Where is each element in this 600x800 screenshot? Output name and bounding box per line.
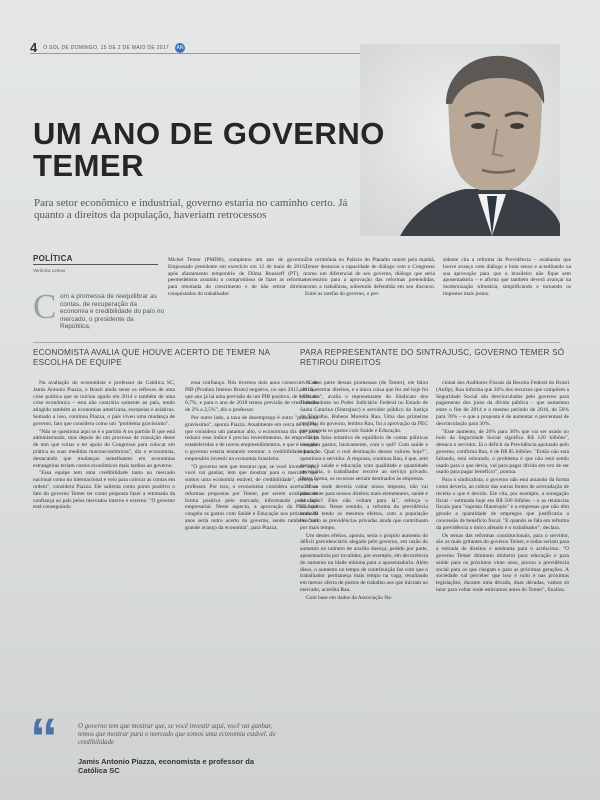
pull-quote-text: O governo tem que mostrar que, se você investir aqui, você vai ganhar, temos que mostrar para o mercado que somos uma economia estável, de credibilidade [78, 723, 276, 746]
body-column-4 [436, 380, 569, 595]
publication-badge: AN [176, 44, 184, 51]
paragraph: Com base em dados da Associação Na- [306, 594, 393, 601]
paragraph: Por outro lado, a taxa de desemprego é outro "problema gravíssimo", aponta Piazza. Atualmente em cerca de 13,7%, que considera um patamar alto, o economista diz que para reduzir esse índice é preciso investimentos, de empresas já estabelecidas e de novos empreendimentos, e que é isso que o governo estaria tentando retomar: a credibilidade para o empresário investir na economia brasileira. [185, 414, 318, 462]
top-column-b: Em cerimônia no Palácio do Planalto ontem pela manhã, Temer destacou a capacidade de diálogo com o Congresso como um diferencial de seu governo, diálogo que seria necessário para a aprovação das reformas pretendidas, como a trabalhista, sobretudo defendida em seu discurso. Entre as tarefas do governo, o pre- [305, 257, 435, 297]
body-column-2 [185, 380, 318, 533]
paragraph: Na avaliação do economista e professor da Católica SC, Jamis Antonio Piazza, o Brasil ainda sente os reflexos de uma crise política que se iniciou agudo em 2014 e também de uma crise econômica – esta não contrária somente ao país, tendo atingido também as economias americana, europeias e asiáticas. Somado a isso, continua Piazza, o país viveu uma mudança de governo, fato que considera como um "problema gravíssimo". [33, 380, 175, 427]
paragraph: cional dos Auditores Fiscais da Receita Federal do Brasil (Anfip), Rau informa que 26% dos recursos que compõem a Seguridade Social são desvinculados pelo governo para pagamento dos juros da dívida pública – que aumentou entre o fim de 2014 e o mesmo período de 2016, de 56% para 70% – e que a proposta é de aumentar o percentual de desvinculação para 30%. [436, 380, 569, 427]
byline: Verônica Lemus [33, 268, 66, 273]
top-column-a: Michel Temer (PMDB), completou um ano de governo. Empossado presidente em exercício em 12 de maio de 2016, após afastamento temporário de Dilma Rousseff (PT), o peemedebista assumiu o compromisso de fazer as reformas para retomada do crescimento e de não retirar direitos conquistados do trabalhador. [168, 257, 306, 297]
pull-quote-author: Jamis Antonio Piazza, economista e professor da Católica SC [78, 757, 255, 775]
subsection-heading-left: ECONOMISTA AVALIA QUE HOUVE ACERTO DE TEMER NA ESCOLHA DE EQUIPE [33, 348, 270, 367]
dropcap: C [33, 287, 57, 326]
paragraph: Para o sindicalista, o governo não está atuando da forma como deveria, ao cobrar das outras fontes de arrecadação de receita o que é devido. Ele cita, por exemplo, a sonegação fiscal – estimada hoje em R$ 500 bilhões – e as renúncias fiscais para "suposta filantropia" e a empresas que não têm gerado a quantidade de empregos que justificaria a concessão de benefício fiscal. "E quando se fala em reforma da previdência o único afetado é o trabalhador", declara. [436, 477, 569, 531]
page-number: 4 [30, 40, 38, 55]
paragraph: "O governo tem que mostrar que, se você investir aqui, você vai ganhar, tem que mostrar para o mercado que somos uma economia estável, de credibilidade", reforça o professor. Por isso, o economista considera acertadas as reformas propostas por Temer, por serem avaliadas de forma positiva pelo mercado, informando pelo fato empresarial. Neste aspecto, a aprovação da PEC que congela os gastos com Saúde e Educação nos próximos 20 anos seria outro acerto do governo, sendo também "um grande avanço da economia", para Piazza. [185, 463, 318, 531]
paragraph: "Esse aumento, de 20% para 30% que vai ser usado no bolo da Seguridade Social significa R$ 120 bilhões", destaca o servidor. Já o déficit da Previdência apontado pelo governo, confirma Rau, é de R$ 85 bilhões. "Então não está faltando, está sobrando, o problema é que não está sendo usado para o que devia, vai para pagar dívida em vez de ser usado para pagar benefício", pontua. [436, 428, 569, 476]
paragraph: Os temas das reformas constitucionais, para o servidor, são os mais gritantes do governo Temer, e todas seriam para a retirada de direitos e nenhuma para o acréscimo. "O governo Temer diminuiu dinheiro para educação e para saúde para os próximos vinte anos, piorou a previdência social para os que chegam e para as próximas gerações. A sociedade vai perceber que isso é ruim e nas próximas legislações, durante uma década, duas décadas, vamos só lutar para voltar onde estávamos antes do Temer", finaliza. [436, 532, 569, 593]
paragraph: Um destes efeitos, aponta, seria o próprio aumento do déficit previdenciário alegado pelo governo, em razão do aumento no número de auxílio doença, pedido por parte, aposentadoria por invalidez, por exemplo, em decorrência do aumento na idade mínima para a aposentadoria. Além disso, o aumento no tempo de contribuição faz com que o trabalhador permaneça mais tempo na vaga, resultando em menos oferta de postos de trabalho aos que iniciam no mercado, acredita Rau. [300, 532, 428, 593]
paragraph: "Essa equipe tem uma credibilidade tanto no mercado nacional como no internacional e veio para colocar as contas em ordem", considera Piazza. Ele salienta como ponto positivo o fato do governo Temer ter como proposta fazer a retomada da confiança ao país pelos mercados interno e externo. "O governo está conseguindo [33, 470, 175, 511]
headline-title: UM ANO DE GOVERNO TEMER [33, 116, 385, 183]
section-rule [33, 264, 158, 265]
top-column-c: sidente cita a reforma da Previdência – avaliando que houve avanço com diálogo e bom senso e acreditando na sua aprovação para que o brasileiro não fique sem aposentadoria – e afirma que também deverá avançar na modernização tributária, simplificando e tornando os impostos mais justos. [443, 257, 571, 297]
section-divider [33, 342, 560, 343]
intro-text: om a promessa de reequilibrar as contas, de recuperação da economia e credibilidade do país no mercado, o presidente da República, [60, 293, 165, 331]
paragraph: "Como parte dessas promessas (de Temer), ele falou em não retirar direitos, e a única coisa que fez até hoje foi retirá-los", avalia o representante do Sindicato dos Trabalhadores no Poder Judiciário Federal no Estado de Santa Catarina (Sintrajusc) e servidor público da Justiça do Trabalho, Rubens Moreira Rau. Uma das primeiras medidas do governo, lembra Rau, foi a aprovação da PEC que congela os gastos com Saúde e Educação. [300, 380, 428, 434]
paragraph: "Não se questiona aqui se é o partido A ou partido B que está administrando, mas depois de um processo de transição desse de tem que voltar a ter apoio do Congresso para colocar em prática as suas medidas macroeconômicas", diz o economista, destacando que mudanças semelhantes em economias estrangeiras teriam custos econômicos mais tardios ao governo. [33, 428, 175, 469]
paragraph: essa confiança. Nós tivemos dois anos consecutivos de PIB (Produto Interno Bruto) negativo, no ano 2015, 2016, e que ano já há uma previsão de um PIB positivo, de 0,5% até 0,7%, e para o ano de 2018 temos previsão de crescimento de 2% a 2,5%", diz o professor. [185, 380, 318, 414]
edition-line: O SOL DE DOMINGO, 15 DE 2 DE MAIO DE 2017 [43, 44, 169, 51]
paragraph: "Uma falsa tentativa de equilíbrio de contas públicas congelou gastos, basicamente, com o quê? Com saúde e educação. Qual o real destinação desses valores hoje?", questiona o servidor. A resposta, continua Rau, é que, sem acesso à saúde e educação com qualidade e quantidade necessária, o trabalhador recorre ao serviço privado. Desta forma, os recursos seriam destinados às empresas. [300, 435, 428, 483]
body-column-3 [300, 380, 428, 603]
headline-subtitle: Para setor econômico e industrial, governo estaria no caminho certo. Já quanto a direitos da população, haveriam retrocessos [34, 197, 348, 221]
subsection-heading-right: PARA REPRESENTANTE DO SINTRAJUSC, GOVERNO TEMER SÓ RETIROU DIREITOS [300, 348, 565, 367]
paragraph: "Para onde deveria voltar nosso imposto, não vai justamente para nossos direitos mais elementares, saúde e educação? Eles não voltam para lá", reforça o sindicalista. Nesse sentido, a reforma da previdência acabaria tendo os mesmos efeitos, com a população buscando as previdências privadas ainda que contribuam por mais tempo. [300, 483, 428, 531]
section-label: POLÍTICA [33, 254, 73, 263]
body-column-1 [33, 380, 175, 512]
quote-mark-icon: “ [30, 706, 58, 769]
